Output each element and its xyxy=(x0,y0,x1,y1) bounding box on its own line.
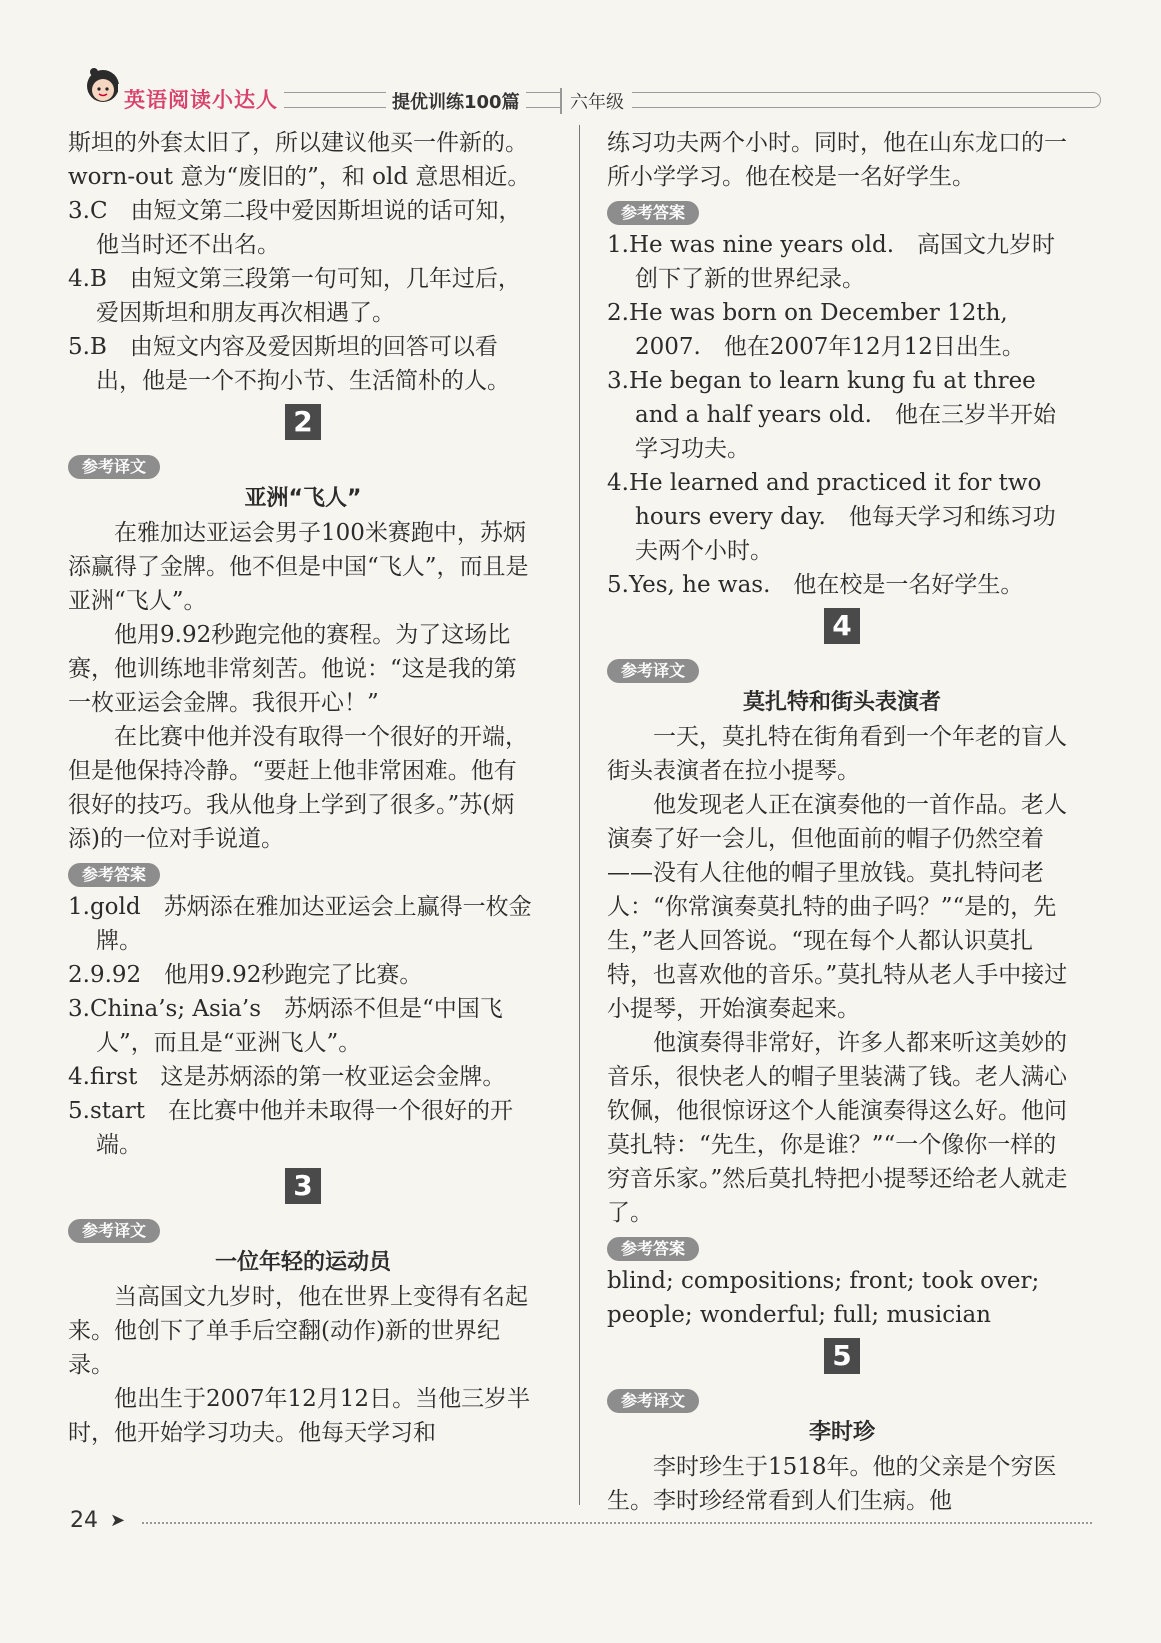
footer-dotted-rule xyxy=(142,1522,1092,1524)
page-number: 24 xyxy=(70,1508,98,1533)
series-title: 英语阅读小达人 xyxy=(118,84,284,114)
right-column xyxy=(607,126,1077,1518)
answer-item: 4.B 由短文第三段第一句可知，几年过后，爱因斯坦和朋友再次相遇了。 xyxy=(68,266,521,326)
answer-item: 1.gold 苏炳添在雅加达亚运会上赢得一枚金牌。 xyxy=(68,894,532,954)
paragraph: 他发现老人正在演奏他的一首作品。老人演奏了好一会儿，但他面前的帽子仍然空着——没有人往他的帽子里放钱。莫扎特问老人：“你常演奏莫扎特的曲子吗？”“是的，先生，”老人回答说。“现在每个人都认识莫扎特，也喜欢他的音乐。”莫扎特从老人手中接过小提琴，开始演奏起来。 xyxy=(607,792,1068,1022)
intro-text: 斯坦的外套太旧了，所以建议他买一件新的。worn-out 意为“废旧的”，和 old 意思相近。 xyxy=(68,130,531,190)
answer-item: 3.He began to learn kung fu at three and a half years old. 他在三岁半开始学习功夫。 xyxy=(607,368,1056,462)
answer-tag: 参考答案 xyxy=(607,201,699,225)
section-number: 5 xyxy=(824,1338,860,1374)
section-title: 李时珍 xyxy=(808,1420,875,1445)
paragraph: 当高国文九岁时，他在世界上变得有名起来。他创下了单手后空翻(动作)新的世界纪录。 xyxy=(68,1284,528,1378)
grade-label: 六年级 xyxy=(560,88,632,114)
answer-tag: 参考答案 xyxy=(607,1237,699,1261)
page-footer xyxy=(70,1508,1090,1538)
column-divider xyxy=(579,125,580,1505)
section-title: 亚洲“飞人” xyxy=(244,486,362,511)
section-number: 3 xyxy=(285,1168,321,1204)
arrow-right-icon: ➤ xyxy=(110,1510,126,1531)
answer-tag: 参考答案 xyxy=(68,863,160,887)
paragraph: 在雅加达亚运会男子100米赛跑中，苏炳添赢得了金牌。他不但是中国“飞人”，而且是亚洲“飞人”。 xyxy=(68,520,529,614)
answer-item: 1.He was nine years old. 高国文九岁时创下了新的世界纪录。 xyxy=(607,232,1056,292)
paragraph-continued: 练习功夫两个小时。同时，他在山东龙口的一所小学学习。他在校是一名好学生。 xyxy=(607,130,1067,190)
answer-text: blind; compositions; front; took over; people; wonderful; full; musician xyxy=(607,1268,1040,1328)
translation-tag: 参考译文 xyxy=(607,659,699,683)
answer-item: 4.first 这是苏炳添的第一枚亚运会金牌。 xyxy=(68,1064,506,1090)
translation-tag: 参考译文 xyxy=(607,1389,699,1413)
paragraph: 一天，莫扎特在街角看到一个年老的盲人街头表演者在拉小提琴。 xyxy=(607,724,1067,784)
paragraph: 他出生于2007年12月12日。当他三岁半时，他开始学习功夫。他每天学习和 xyxy=(68,1386,531,1446)
answer-item: 5.start 在比赛中他并未取得一个很好的开端。 xyxy=(68,1098,513,1158)
answer-item: 5.Yes, he was. 他在校是一名好学生。 xyxy=(607,572,1024,598)
answer-item: 3.China’s; Asia’s 苏炳添不但是“中国飞人”，而且是“亚洲飞人”。 xyxy=(68,996,503,1056)
section-title: 莫扎特和街头表演者 xyxy=(742,690,941,715)
paragraph: 李时珍生于1518年。他的父亲是个穷医生。李时珍经常看到人们生病。他 xyxy=(607,1454,1057,1514)
paragraph: 他用9.92秒跑完他的赛程。为了这场比赛，他训练地非常刻苦。他说：“这是我的第一枚亚运会金牌。我很开心！” xyxy=(68,622,517,716)
translation-tag: 参考译文 xyxy=(68,1219,160,1243)
answer-item: 2.9.92 他用9.92秒跑完了比赛。 xyxy=(68,962,423,988)
section-number: 4 xyxy=(824,608,860,644)
page-header xyxy=(60,64,1100,116)
section-number: 2 xyxy=(285,404,321,440)
answer-item: 2.He was born on December 12th, 2007. 他在2007年12月12日出生。 xyxy=(607,300,1025,360)
translation-tag: 参考译文 xyxy=(68,455,160,479)
answer-item: 3.C 由短文第二段中爱因斯坦说的话可知，他当时还不出名。 xyxy=(68,198,522,258)
answer-item: 5.B 由短文内容及爱因斯坦的回答可以看出，他是一个不拘小节、生活简朴的人。 xyxy=(68,334,510,394)
answer-item: 4.He learned and practiced it for two hours every day. 他每天学习和练习功夫两个小时。 xyxy=(607,470,1056,564)
left-column xyxy=(68,126,538,1450)
series-subtitle: 提优训练100篇 xyxy=(386,88,526,114)
paragraph: 他演奏得非常好，许多人都来听这美妙的音乐，很快老人的帽子里装满了钱。老人满心钦佩，他很惊讶这个人能演奏得这么好。他问莫扎特：“先生，你是谁？”“一个像你一样的穷音乐家。”然后莫扎特把小提琴还给老人就走了。 xyxy=(607,1030,1068,1226)
section-title: 一位年轻的运动员 xyxy=(214,1250,391,1275)
paragraph: 在比赛中他并没有取得一个很好的开端，但是他保持冷静。“要赶上他非常困难。他有很好的技巧。我从他身上学到了很多。”苏(炳添)的一位对手说道。 xyxy=(68,724,528,852)
